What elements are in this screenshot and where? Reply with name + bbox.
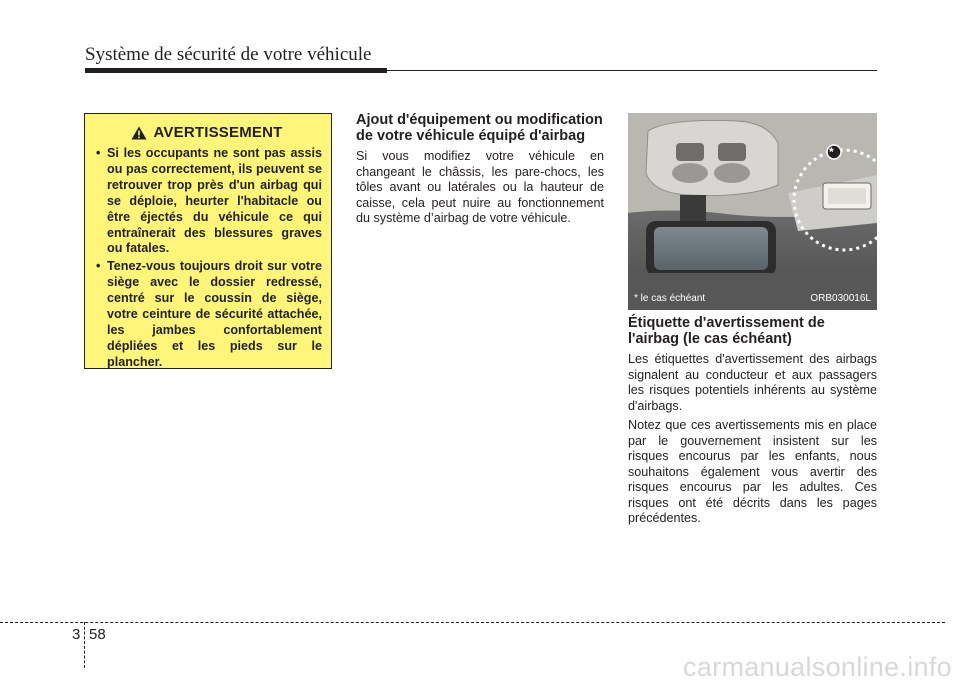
watermark: carmanualsonline.info <box>683 652 952 682</box>
section-modification <box>356 113 604 231</box>
warning-header <box>92 124 322 141</box>
section-heading: Étiquette d'avertissement de l'airbag (le cas échéant) <box>628 315 825 347</box>
page-number: 58 <box>89 626 106 643</box>
footer-rule <box>0 622 945 623</box>
warning-title: AVERTISSEMENT <box>153 124 283 141</box>
warning-list <box>96 146 322 371</box>
photo-caption: * le cas échéant <box>634 293 706 304</box>
section-paragraph: Les étiquettes d'avertissement des airbags signalent au conducteur et aux passagers les risques potentiels inhérents au système d'airbags. <box>628 352 877 413</box>
warning-triangle-icon <box>131 126 147 140</box>
warning-box <box>84 113 332 369</box>
section-body: Si vous modifiez votre véhicule en changeant le châssis, les pare-chocs, les tôles avant ou latérales ou la hauteur de caisse, cela peut nuire au fonctionnement du système d’airbag de votre véhicule. <box>356 149 604 225</box>
airbag-label-photo <box>628 113 877 310</box>
header-title: Système de sécurité de votre véhicule <box>85 44 372 65</box>
section-paragraph: Notez que ces avertissements mis en place par le gouvernement insistent sur les risques encourus par les enfants, nous souhaitons également vous avertir des risques encourus par les adultes. Ces risques ont été décrits dans les pages précédentes. <box>628 418 877 525</box>
header-bar <box>85 68 387 73</box>
photo-marker-icon: * <box>829 145 834 159</box>
chapter-number: 3 <box>72 626 81 643</box>
section-airbag-label <box>628 316 877 531</box>
header-rule <box>387 70 877 71</box>
warning-item: • Si les occupants ne sont pas assis ou pas correctement, ils peuvent se retrouver trop près d'un airbag qui se déploie, heurter l'habitacle ou être éjectés du véhicule ce qui entraînerait des blessures graves ou fatales. <box>96 146 322 257</box>
photo-code: ORB030016L <box>810 293 871 304</box>
overhead-console-illustration <box>628 113 877 310</box>
footer-divider <box>84 622 85 668</box>
section-heading: Ajout d'équipement ou modification de votre véhicule équipé d'airbag <box>356 112 603 144</box>
warning-item: • Tenez-vous toujours droit sur votre siège avec le dossier redressé, centré sur le coussin de siège, votre ceinture de sécurité attachée, les jambes confortablement dépliées et les pieds sur le plancher. <box>96 259 322 370</box>
